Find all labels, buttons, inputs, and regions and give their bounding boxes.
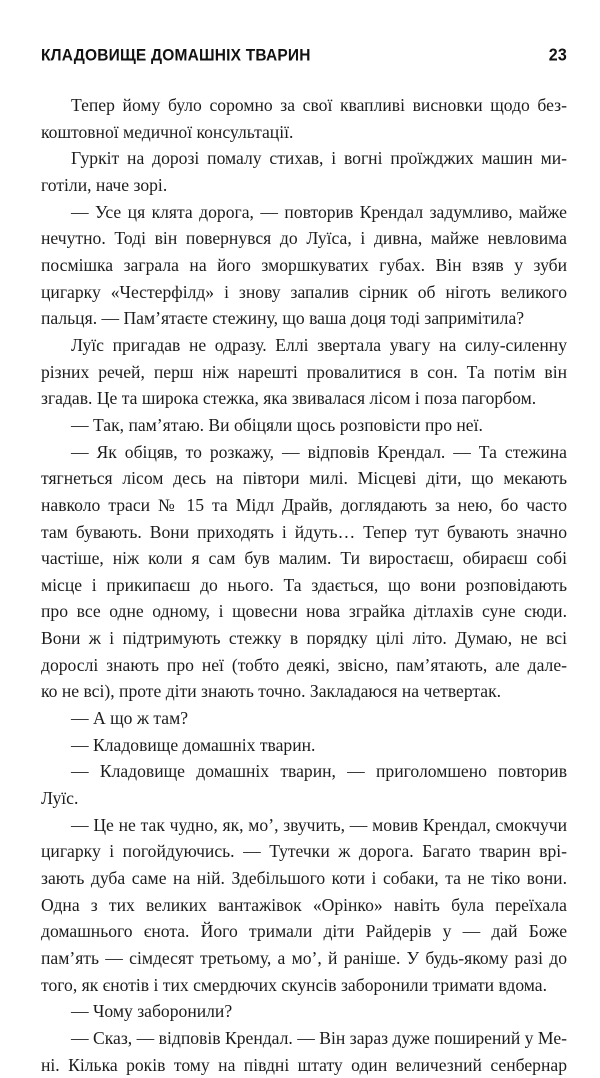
body-text <box>41 92 567 1078</box>
text-line: коштовної медичної консультації. <box>41 121 294 142</box>
text-line: — Кладовище домашніх тварин. <box>71 734 316 755</box>
text-line: там бувають. Вони приходять і йдуть… Тепер тут бувають значно <box>41 521 567 542</box>
book-title: КЛАДОВИЩЕ ДОМАШНІХ ТВАРИН <box>41 46 311 65</box>
text-line: Луїс. <box>41 788 79 809</box>
text-line: посмішка заграла на його зморшкуватих губах. Він взяв у зуби <box>41 254 567 275</box>
text-line: — Так, пам’ятаю. Ви обіцяли щось розповісти про неї. <box>71 414 483 435</box>
text-line: — Усе ця клята дорога, — повторив Крендал задумливо, майже <box>71 201 567 222</box>
text-line: згадав. Це та широка стежка, яка звивалася лісом і поза пагорбом. <box>41 388 537 409</box>
running-head <box>41 46 567 70</box>
text-line: різних речей, перш ніж нарешті провалитися в сон. Та потім він <box>41 361 567 382</box>
text-line: тягнеться лісом десь на півтори милі. Місцеві діти, що мекають <box>41 468 567 489</box>
paragraph <box>41 439 567 706</box>
text-line: навколо траси № 15 та Мідл Драйв, доглядають за нею, бо часто <box>41 494 567 515</box>
text-line: частіше, ніж коли я сам був малим. Ти виростаєш, обираєш собі <box>41 548 567 569</box>
text-line: — Сказ, — відповів Крендал. — Він зараз дуже поширений у Ме- <box>71 1027 567 1048</box>
book-page <box>41 46 567 1075</box>
text-line: того, як єнотів і тих смердючих скунсів заборонили тримати вдома. <box>41 974 547 995</box>
text-line: нечутно. Тоді він повернувся до Луїса, і дивна, майже невловима <box>41 228 567 249</box>
text-line: пальця. — Пам’ятаєте стежину, що ваша доця тоді запримітила? <box>41 308 525 329</box>
text-line: Тепер йому було соромно за свої квапливі висновки щодо без- <box>71 95 567 115</box>
text-line: — Кладовище домашніх тварин, — приголомшено повторив <box>71 761 567 782</box>
text-line: Луїс пригадав не одразу. Еллі звертала увагу на силу-силенну <box>71 334 567 355</box>
text-line: про все одне одному, і щовесни нова зграйка дітлахів суне сюди. <box>41 601 567 622</box>
paragraph <box>41 812 567 999</box>
paragraph <box>41 92 567 145</box>
text-line: домашнього єнота. Його тримали діти Райдерів у — дай Боже <box>41 921 567 942</box>
paragraph <box>41 732 567 759</box>
paragraph <box>41 145 567 198</box>
page-number: 23 <box>548 46 567 65</box>
paragraph <box>41 332 567 412</box>
text-line: пам’ять — сімдесят третьому, а мо’, й раніше. У будь-якому разі до <box>41 948 567 968</box>
text-line: — Це не так чудно, як, мо’, звучить, — мовив Крендал, смокчучи <box>71 814 567 835</box>
text-line: ні. Кілька років тому на півдні штату один величезний сенбернар <box>41 1054 567 1075</box>
text-line: цигарку «Честерфілд» і знову запалив сірник об ніготь великого <box>41 281 567 302</box>
text-line: — А що ж там? <box>71 708 189 729</box>
paragraph <box>41 412 567 439</box>
text-line: дорослі знають про неї (тобто деякі, звісно, пам’ятають, але дале- <box>41 654 567 675</box>
text-line: зають дуба саме на ній. Здебільшого коти і собаки, та не тіко вони. <box>41 868 567 889</box>
text-line: ко не всі), проте діти знають точно. Закладаюся на четвертак. <box>41 681 502 702</box>
paragraph <box>41 1025 567 1078</box>
paragraph <box>41 705 567 732</box>
text-line: Вони ж і підтримують стежку в порядку цілі літо. Думаю, не всі <box>41 628 567 649</box>
text-line: Одна з тих великих вантажівок «Орінко» навіть була переїхала <box>41 894 567 915</box>
text-line: — Чому заборонили? <box>71 1001 233 1022</box>
text-line: — Як обіцяв, то розкажу, — відповів Крендал. — Та стежина <box>71 441 567 462</box>
paragraph <box>41 998 567 1025</box>
paragraph <box>41 199 567 332</box>
text-line: місце і прикипаєш до нього. Та здається, що вони розповідають <box>41 574 567 595</box>
text-line: готіли, наче зорі. <box>41 174 168 195</box>
text-line: Гуркіт на дорозі помалу стихав, і вогні проїжджих машин ми- <box>71 148 567 169</box>
paragraph <box>41 758 567 811</box>
text-line: цигарку і погойдуючись. — Тутечки ж дорога. Багато тварин врі- <box>41 841 567 862</box>
